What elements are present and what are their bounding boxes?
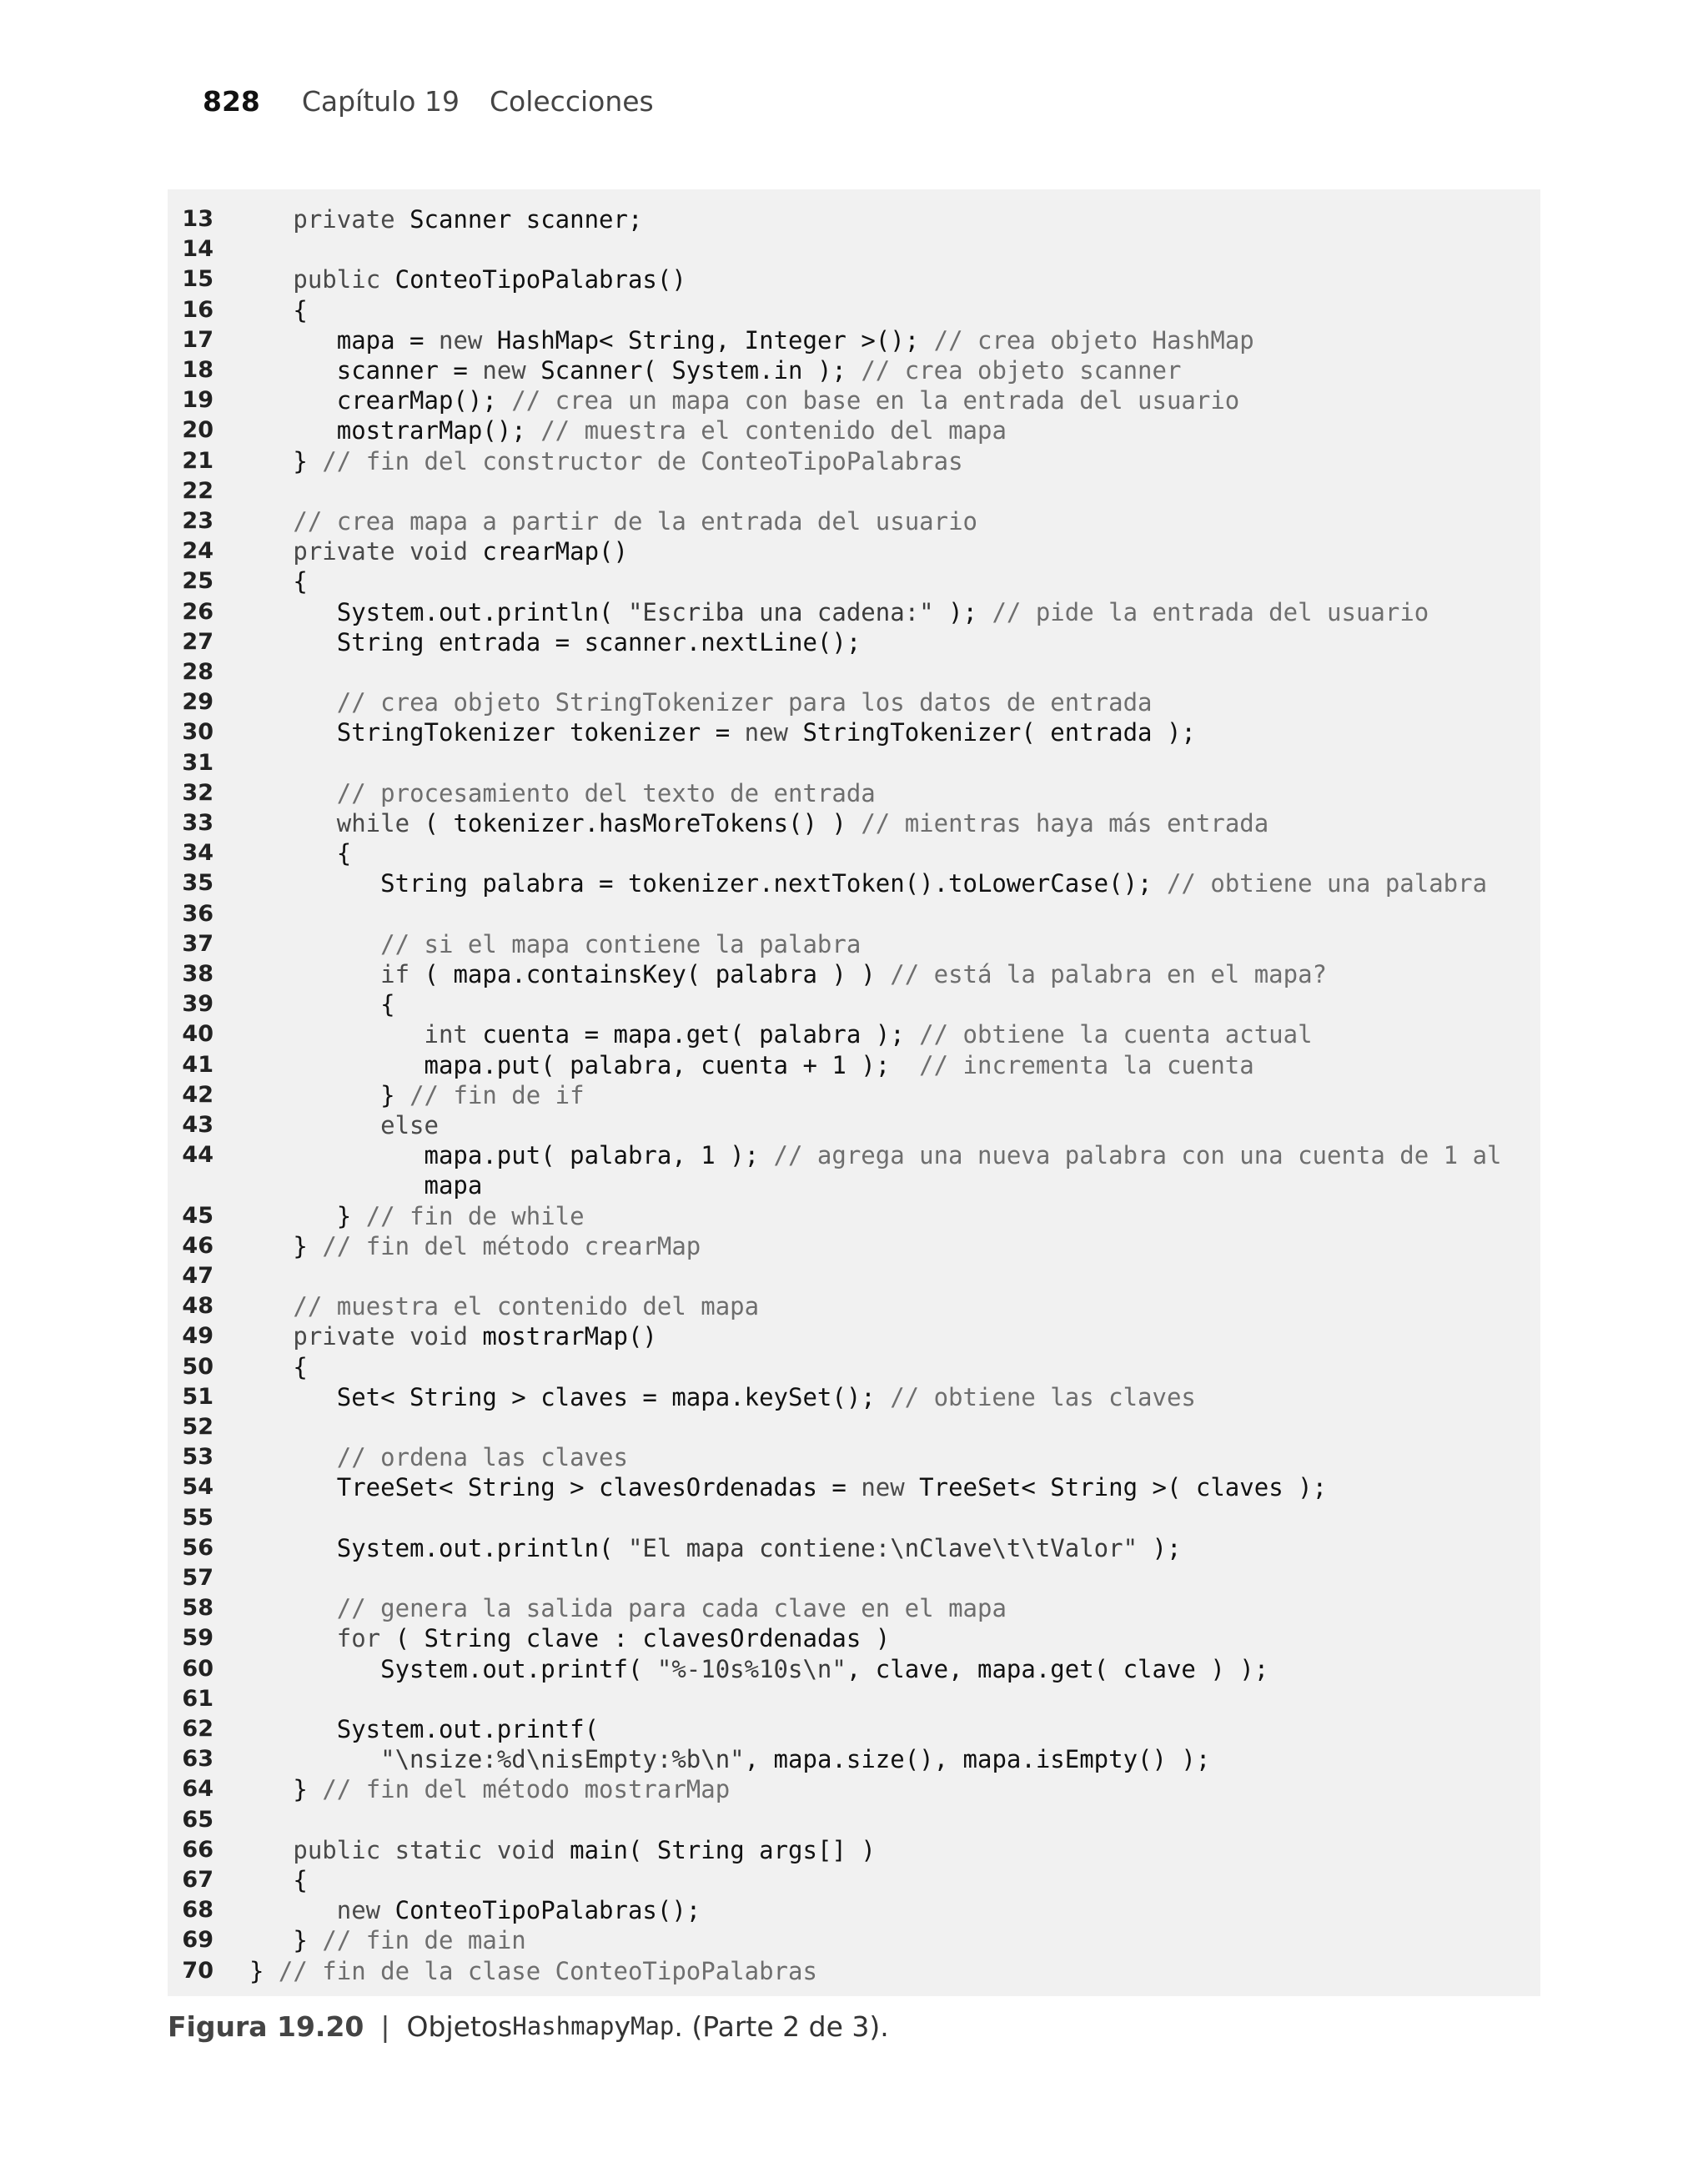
code-line <box>168 1805 1540 1835</box>
code-line <box>168 1865 1540 1895</box>
line-number: 32 <box>182 779 214 806</box>
figure-caption <box>168 2005 889 2047</box>
code-line <box>168 1654 1540 1684</box>
code-line <box>168 1503 1540 1533</box>
code-text: int cuenta = mapa.get( palabra ); // obtiene la cuenta actual <box>424 1020 1313 1049</box>
code-text: public ConteoTipoPalabras() <box>293 265 686 294</box>
code-text: } // fin del método crearMap <box>249 1231 701 1260</box>
line-number: 18 <box>182 357 214 383</box>
code-line <box>168 506 1540 536</box>
code-text: // procesamiento del texto de entrada <box>336 778 876 807</box>
caption-text-middle: y <box>614 2009 630 2043</box>
code-text: for ( String clave : clavesOrdenadas ) <box>336 1624 891 1653</box>
line-number: 25 <box>182 568 214 595</box>
code-line <box>168 1291 1540 1321</box>
line-number: 36 <box>182 900 214 927</box>
code-text: } // fin de la clase ConteoTipoPalabras <box>249 1956 817 1985</box>
code-text: mapa.put( palabra, 1 ); // agrega una nueva palabra con una cuenta de 1 al <box>249 1141 1502 1170</box>
line-number: 68 <box>182 1897 214 1924</box>
code-text: public static void main( String args[] ) <box>293 1835 876 1864</box>
page-number: 828 <box>203 84 260 118</box>
line-number: 57 <box>182 1565 214 1591</box>
line-number: 15 <box>182 266 214 293</box>
code-line <box>168 748 1540 778</box>
code-text: } // fin de main <box>249 1926 526 1955</box>
line-number: 53 <box>182 1444 214 1471</box>
line-number: 50 <box>182 1353 214 1380</box>
caption-text-before: Objetos <box>406 2009 513 2043</box>
code-line <box>168 1744 1540 1774</box>
line-number: 64 <box>182 1776 214 1803</box>
line-number: 14 <box>182 236 214 263</box>
code-line <box>168 264 1540 294</box>
code-line <box>168 808 1540 838</box>
code-line <box>168 385 1540 415</box>
line-number: 19 <box>182 387 214 414</box>
line-number: 70 <box>182 1957 214 1984</box>
line-number: 41 <box>182 1051 214 1078</box>
code-line <box>168 1442 1540 1472</box>
caption-separator: | <box>380 2009 390 2043</box>
line-number: 56 <box>182 1534 214 1561</box>
code-text: scanner = new Scanner( System.in ); // crea objeto scanner <box>249 356 1182 385</box>
code-line <box>168 1352 1540 1382</box>
code-line <box>168 1019 1540 1049</box>
line-number: 22 <box>182 477 214 504</box>
code-text: else <box>380 1111 439 1139</box>
code-line <box>168 868 1540 898</box>
line-number: 35 <box>182 870 214 897</box>
code-line <box>168 717 1540 747</box>
code-line <box>168 838 1540 868</box>
code-text: while ( tokenizer.hasMoreTokens() ) // mientras haya más entrada <box>336 809 1269 837</box>
code-line <box>168 989 1540 1019</box>
code-text: StringTokenizer tokenizer = new StringTokenizer( entrada ); <box>249 718 1196 747</box>
code-line <box>168 1261 1540 1291</box>
line-number: 17 <box>182 326 214 353</box>
code-line <box>168 476 1540 506</box>
code-text: System.out.printf( "%-10s%10s\n", clave, mapa.get( clave ) ); <box>249 1654 1269 1683</box>
line-number: 48 <box>182 1293 214 1320</box>
code-text: private void mostrarMap() <box>293 1322 657 1351</box>
code-text: "\nsize:%d\nisEmpty:%b\n", mapa.size(), mapa.isEmpty() ); <box>380 1745 1211 1774</box>
line-number: 66 <box>182 1836 214 1863</box>
code-line <box>168 446 1540 476</box>
code-text: private Scanner scanner; <box>293 205 643 234</box>
code-line <box>168 566 1540 596</box>
line-number: 24 <box>182 538 214 565</box>
page-header <box>203 80 654 122</box>
line-number: 42 <box>182 1081 214 1108</box>
code-line <box>168 1623 1540 1653</box>
code-text: { <box>249 990 395 1019</box>
code-line <box>168 1956 1540 1986</box>
code-line <box>168 1201 1540 1231</box>
code-line <box>168 1412 1540 1442</box>
code-text: { <box>249 839 352 868</box>
code-text: { <box>249 567 308 596</box>
code-line <box>168 1593 1540 1623</box>
line-number: 30 <box>182 719 214 746</box>
line-number: 46 <box>182 1232 214 1259</box>
line-number: 16 <box>182 296 214 323</box>
code-text: mapa <box>249 1171 483 1200</box>
code-text: // ordena las claves <box>336 1443 628 1472</box>
code-text: TreeSet< String > clavesOrdenadas = new TreeSet< String >( claves ); <box>249 1473 1328 1502</box>
line-number: 58 <box>182 1595 214 1622</box>
caption-code-hashmap: Hashmap <box>512 2012 615 2040</box>
caption-text-after: . (Parte 2 de 3). <box>674 2009 889 2043</box>
code-line <box>168 1321 1540 1351</box>
code-line <box>168 234 1540 264</box>
line-number: 51 <box>182 1383 214 1410</box>
code-text: if ( mapa.containsKey( palabra ) ) // está la palabra en el mapa? <box>380 960 1328 988</box>
code-line <box>168 657 1540 687</box>
line-number: 20 <box>182 417 214 444</box>
line-number: 13 <box>182 206 214 232</box>
code-text: // crea objeto StringTokenizer para los datos de entrada <box>336 688 1153 717</box>
line-number: 59 <box>182 1625 214 1652</box>
line-number: 39 <box>182 991 214 1018</box>
code-listing <box>168 189 1540 1996</box>
code-text: { <box>249 1866 308 1894</box>
line-number: 45 <box>182 1202 214 1229</box>
line-number: 69 <box>182 1927 214 1954</box>
line-number: 28 <box>182 659 214 685</box>
code-text: } // fin de if <box>249 1080 585 1109</box>
code-text: { <box>249 295 308 324</box>
line-number: 33 <box>182 810 214 836</box>
section-title: Colecciones <box>489 84 654 118</box>
code-line <box>168 687 1540 717</box>
code-line <box>168 1533 1540 1563</box>
figure-label: Figura 19.20 <box>168 2009 364 2043</box>
code-text: Set< String > claves = mapa.keySet(); // obtiene las claves <box>249 1382 1196 1411</box>
code-line <box>168 778 1540 808</box>
code-line <box>168 1563 1540 1593</box>
line-number: 23 <box>182 508 214 534</box>
code-line <box>168 536 1540 566</box>
line-number: 34 <box>182 840 214 867</box>
code-line <box>168 1895 1540 1925</box>
code-text: System.out.printf( <box>249 1715 600 1743</box>
line-number: 43 <box>182 1112 214 1138</box>
line-number: 52 <box>182 1414 214 1440</box>
code-line <box>168 1080 1540 1110</box>
code-line <box>168 1110 1540 1140</box>
line-number: 44 <box>182 1142 214 1169</box>
caption-code-map: Map <box>630 2012 675 2040</box>
code-line <box>168 415 1540 445</box>
code-text: System.out.println( "El mapa contiene:\nClave\t\tValor" ); <box>249 1533 1182 1562</box>
line-number: 47 <box>182 1263 214 1289</box>
line-number: 21 <box>182 447 214 474</box>
line-number: 38 <box>182 961 214 987</box>
code-text: // crea mapa a partir de la entrada del usuario <box>293 507 977 536</box>
line-number: 63 <box>182 1746 214 1773</box>
code-line <box>168 1774 1540 1804</box>
code-text: private void crearMap() <box>293 537 628 566</box>
code-line <box>168 1714 1540 1744</box>
code-line <box>168 1472 1540 1502</box>
code-line <box>168 1835 1540 1865</box>
code-text: mapa.put( palabra, cuenta + 1 ); // incrementa la cuenta <box>249 1050 1254 1079</box>
code-text: crearMap(); // crea un mapa con base en la entrada del usuario <box>249 386 1240 415</box>
line-number: 31 <box>182 749 214 776</box>
code-line <box>168 959 1540 989</box>
code-line <box>168 204 1540 234</box>
code-line <box>168 899 1540 929</box>
code-text: String entrada = scanner.nextLine(); <box>249 627 862 656</box>
code-text: { <box>249 1352 308 1381</box>
code-line <box>168 597 1540 627</box>
code-line <box>168 325 1540 355</box>
line-number: 67 <box>182 1867 214 1893</box>
line-number: 61 <box>182 1685 214 1712</box>
line-number: 60 <box>182 1655 214 1682</box>
code-line <box>168 1050 1540 1080</box>
code-line <box>168 1925 1540 1955</box>
line-number: 29 <box>182 689 214 716</box>
line-number: 55 <box>182 1504 214 1531</box>
code-line <box>168 1231 1540 1261</box>
line-number: 26 <box>182 598 214 625</box>
code-text: // genera la salida para cada clave en el mapa <box>336 1594 1007 1623</box>
code-text: } // fin de while <box>249 1201 585 1230</box>
chapter-title: Capítulo 19 <box>301 84 460 118</box>
code-line <box>168 355 1540 385</box>
line-number: 54 <box>182 1474 214 1501</box>
code-line <box>168 295 1540 325</box>
line-number: 37 <box>182 930 214 957</box>
code-text: System.out.println( "Escriba una cadena:" ); // pide la entrada del usuario <box>249 597 1429 626</box>
line-number: 27 <box>182 628 214 655</box>
line-number: 62 <box>182 1716 214 1742</box>
code-line <box>168 1140 1540 1170</box>
code-text: } // fin del método mostrarMap <box>249 1775 731 1804</box>
code-line <box>168 929 1540 959</box>
code-line <box>168 627 1540 657</box>
code-line <box>168 1684 1540 1714</box>
line-number: 40 <box>182 1021 214 1048</box>
code-text: // si el mapa contiene la palabra <box>380 929 862 958</box>
code-text: mapa = new HashMap< String, Integer >(); // crea objeto HashMap <box>249 325 1254 355</box>
code-text: } // fin del constructor de ConteoTipoPalabras <box>249 446 963 475</box>
code-line <box>168 1382 1540 1412</box>
code-text: String palabra = tokenizer.nextToken().toLowerCase(); // obtiene una palabra <box>249 869 1488 898</box>
code-text: // muestra el contenido del mapa <box>293 1292 760 1321</box>
line-number: 49 <box>182 1323 214 1350</box>
code-text: mostrarMap(); // muestra el contenido del mapa <box>249 416 1007 445</box>
line-number: 65 <box>182 1806 214 1833</box>
code-line <box>168 1170 1540 1200</box>
code-text: new ConteoTipoPalabras(); <box>336 1896 701 1925</box>
